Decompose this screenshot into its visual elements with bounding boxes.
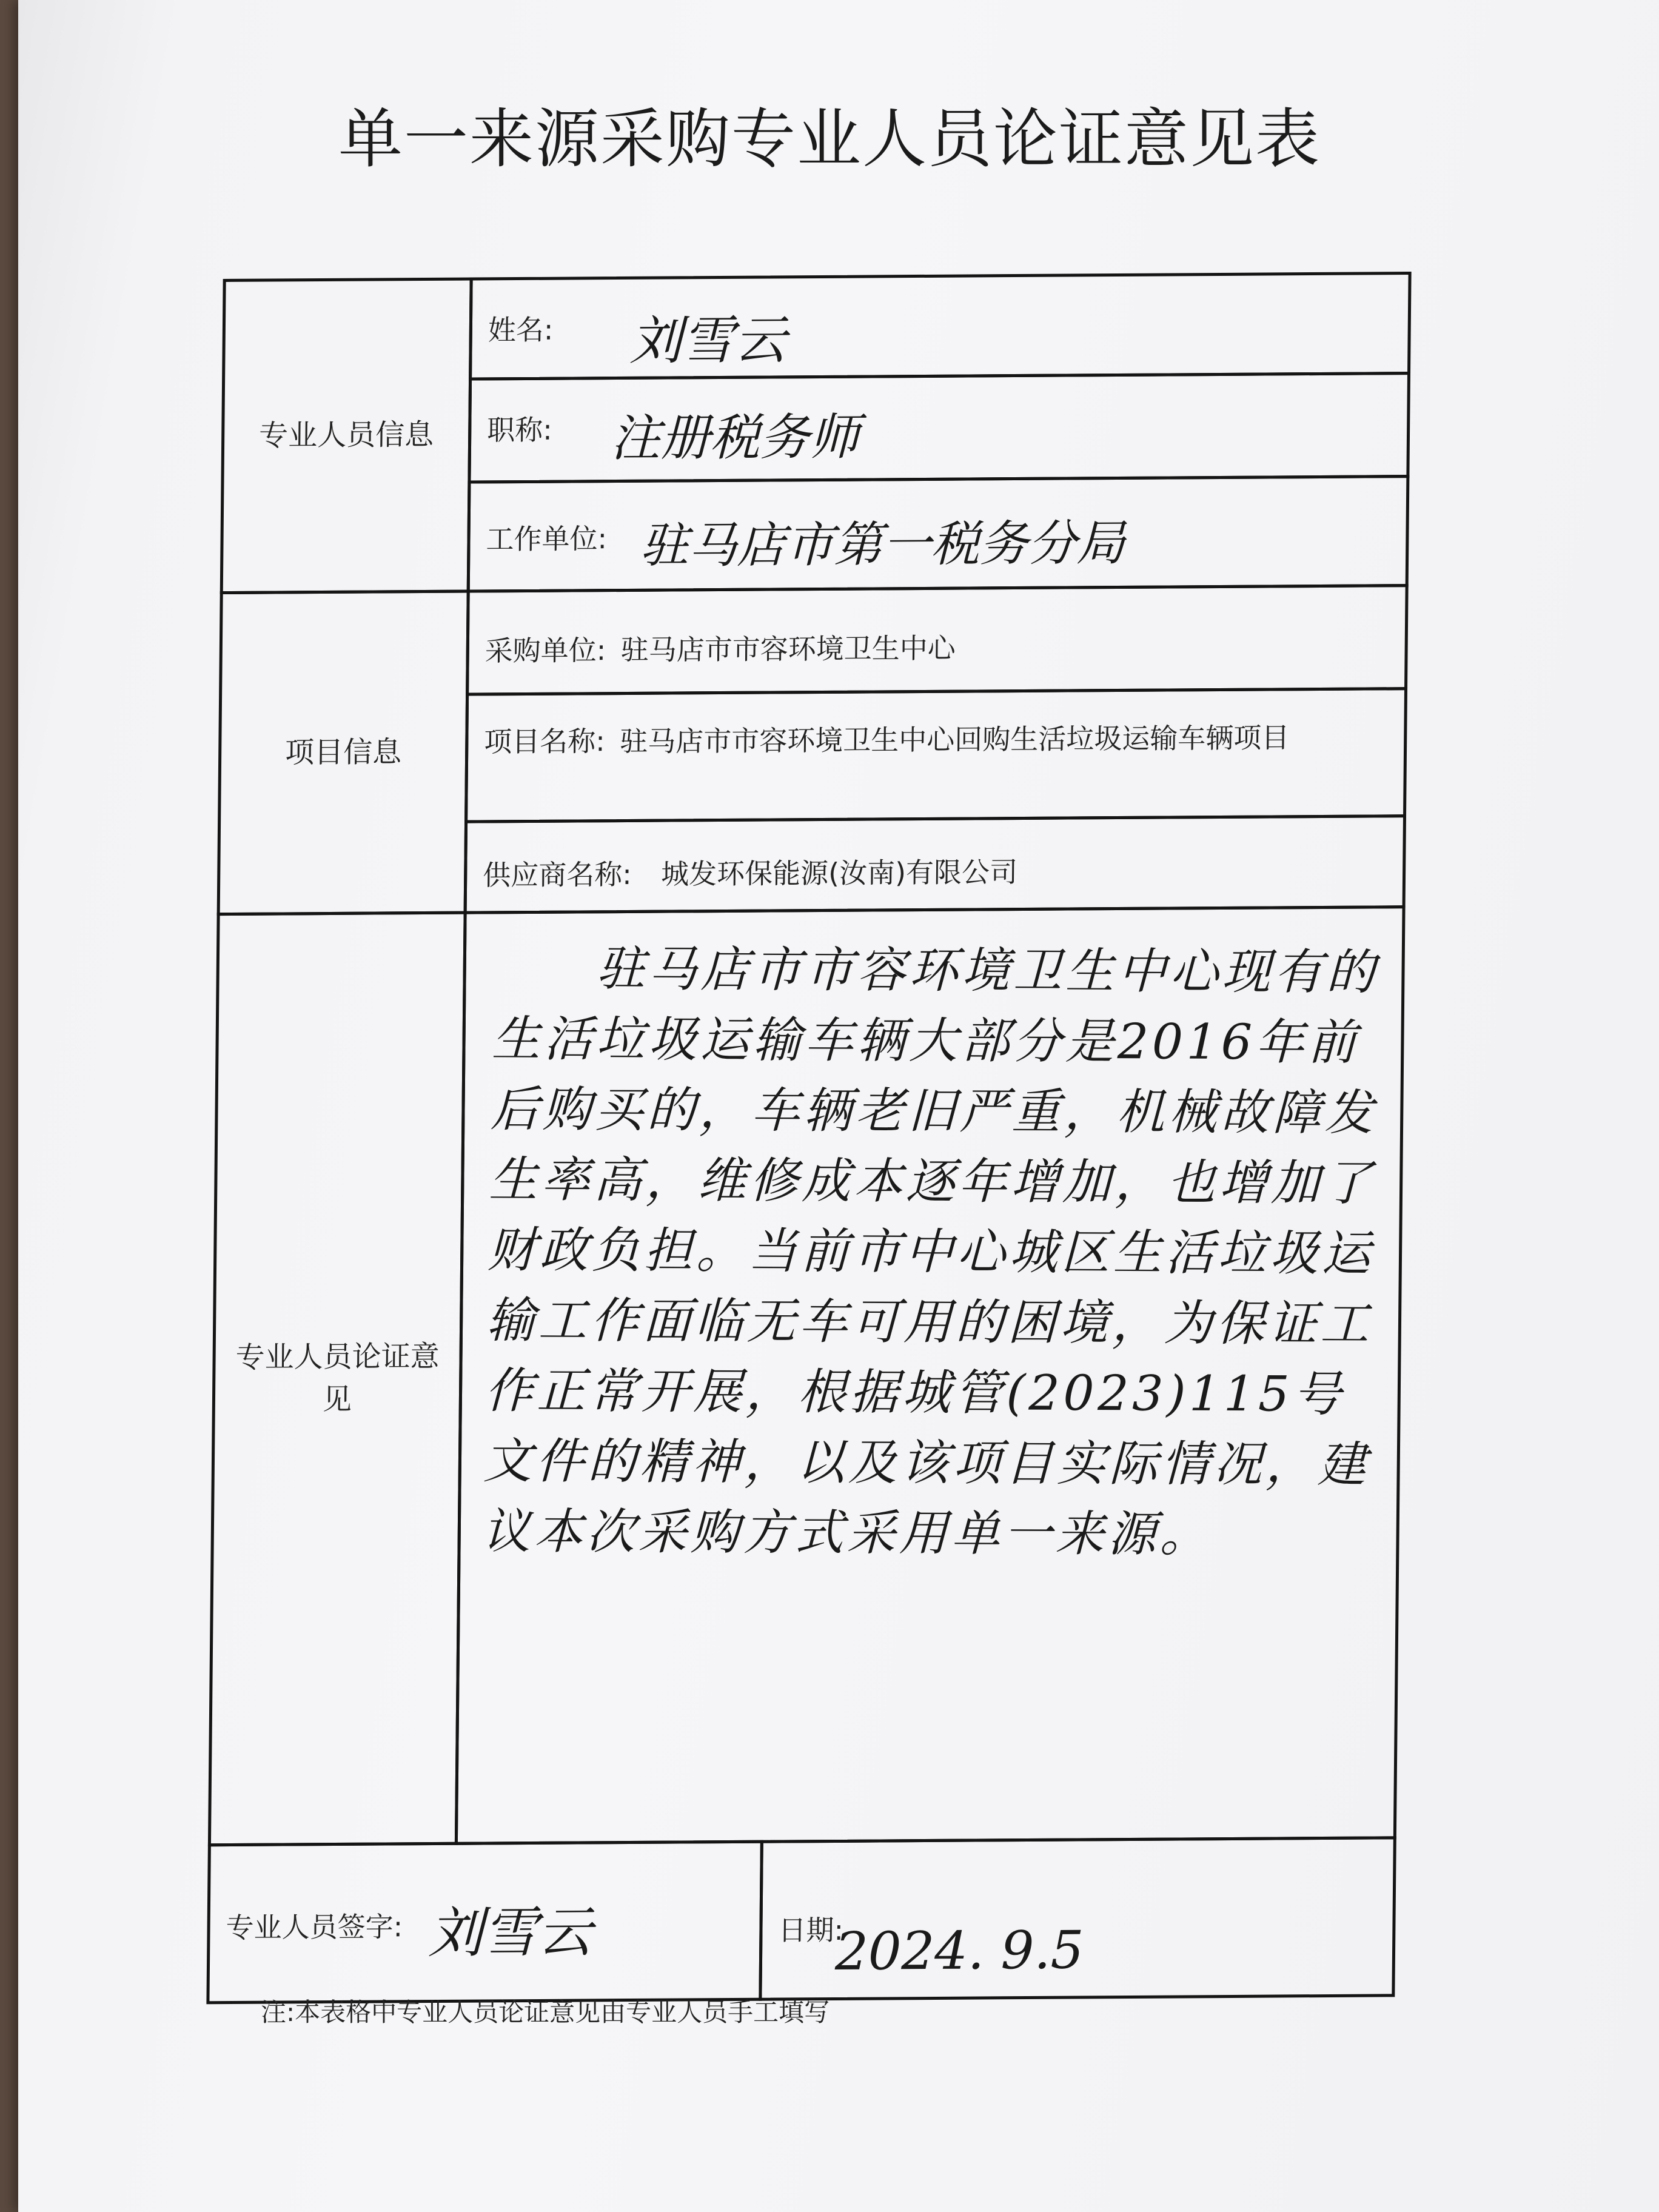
- section-label-project-info: 项目信息: [284, 734, 402, 770]
- footnote: 注:本表格中专业人员论证意见由专业人员手工填写: [261, 1997, 830, 2027]
- signature-handwritten: 刘雪云: [427, 1900, 592, 1966]
- employer-row: [467, 475, 1410, 593]
- section-professional-info: [220, 277, 473, 594]
- supplier-row: [464, 814, 1406, 914]
- date-label: 日期:: [778, 1913, 844, 1947]
- opinion-form-table: [206, 253, 1412, 2040]
- job-title-label: 职称:: [487, 413, 553, 447]
- section-project-info: [217, 590, 470, 916]
- project-name-row: [464, 687, 1407, 823]
- purchaser-value: 驻马店市市容环境卫生中心: [620, 631, 956, 667]
- opinion-cell: [455, 905, 1406, 1845]
- purchaser-label: 采购单位:: [484, 634, 606, 668]
- name-handwritten: 刘雪云: [629, 310, 787, 372]
- date-handwritten: 2024. 9.5: [834, 1920, 1084, 1982]
- section-label-opinion: 专业人员论证意见: [235, 1339, 440, 1417]
- employer-handwritten: 驻马店市第一税务分局: [639, 514, 1125, 574]
- section-label-professional-info: 专业人员信息: [258, 418, 434, 453]
- employer-label: 工作单位:: [486, 522, 608, 556]
- form-title: 单一来源采购专业人员论证意见表: [338, 102, 1321, 176]
- opinion-handwritten-text: 驻马店市市容环境卫生中心现有的生活垃圾运输车辆大部分是2016年前后购买的，车辆老旧严重，机械故障发生率高，维修成本逐年增加，也增加了财政负担。当前市中心城区生活垃圾运输工作面临无车可用的困境，为保证工作正常开展，根据城管(2023)115号文件的精神，以及该项目实际情况，建议本次采购方式采用单一来源。: [481, 940, 1379, 1563]
- purchaser-row: [466, 584, 1409, 696]
- name-row: [469, 272, 1412, 381]
- supplier-label: 供应商名称:: [482, 857, 632, 892]
- name-label: 姓名:: [488, 313, 554, 347]
- signature-label: 专业人员签字:: [226, 1910, 403, 1945]
- supplier-value: 城发环保能源(汝南)有限公司: [660, 856, 1018, 891]
- date-cell: [759, 1836, 1396, 2000]
- signature-cell: [206, 1840, 763, 2005]
- project-name-value: 驻马店市市容环境卫生中心回购生活垃圾运输车辆项目: [620, 721, 1290, 759]
- section-opinion: [208, 911, 467, 1847]
- title-row: [468, 372, 1410, 484]
- job-title-handwritten: 注册税务师: [610, 408, 860, 468]
- project-name-label: 项目名称:: [484, 725, 606, 759]
